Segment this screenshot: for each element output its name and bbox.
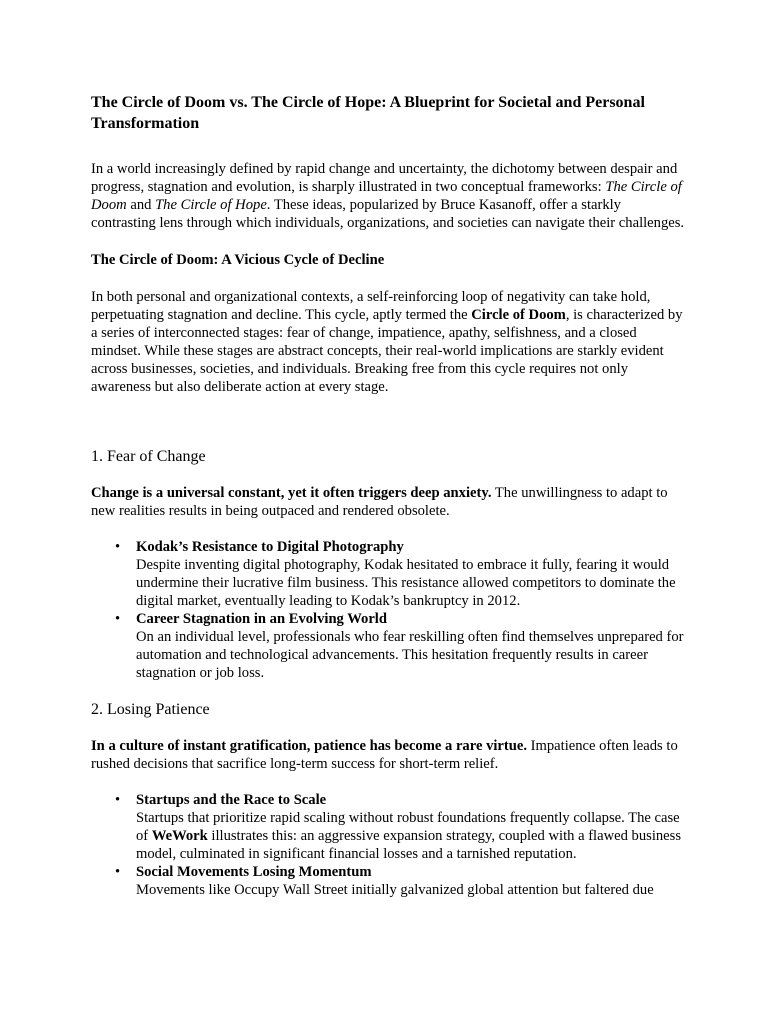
intro-text-and: and xyxy=(126,197,156,213)
list-item-title: Startups and the Race to Scale xyxy=(136,792,327,808)
list-item-body-bold: WeWork xyxy=(151,828,208,844)
lead-bold: In a culture of instant gratification, patience has become a rare virtue. xyxy=(91,738,527,754)
intro-emphasis-hope: The Circle of Hope xyxy=(155,197,267,213)
intro-text: In a world increasingly defined by rapid change and uncertainty, the dichotomy between despair and progress, stagnation and evolution, is sharply illustrated in two conceptual frameworks: xyxy=(91,161,678,195)
bullet-icon: • xyxy=(115,792,121,808)
list-item-body: On an individual level, professionals who fear reskilling often find themselves unprepared for automation and technological advancements. This hesitation frequently results in career stagnation or job loss. xyxy=(136,629,684,681)
list-item xyxy=(115,610,685,682)
lead-bold: Change is a universal constant, yet it often triggers deep anxiety. xyxy=(91,485,492,501)
doom-bold-term: Circle of Doom xyxy=(471,307,566,323)
list-item xyxy=(115,538,685,610)
bullet-list-losing-patience xyxy=(91,791,685,899)
list-item-body: Movements like Occupy Wall Street initially galvanized global attention but faltered due xyxy=(136,882,654,898)
list-item-title: Social Movements Losing Momentum xyxy=(136,864,372,880)
list-item xyxy=(115,791,685,863)
section-lead-fear-of-change xyxy=(91,484,685,520)
intro-text-end: . These ideas, popularized by Bruce Kasanoff, offer a starkly contrasting lens through which individuals, organizations, and societies can navigate their challenges. xyxy=(91,197,685,231)
doom-paragraph xyxy=(91,288,685,396)
section-heading-losing-patience: 2. Losing Patience xyxy=(91,701,210,718)
doom-text-end: , is characterized by a series of interconnected stages: fear of change, impatience, apathy, selfishness, and a closed mindset. While these stages are abstract concepts, their real-world implications are starkly evident across businesses, societies, and individuals. Breaking free from this cycle requires not only awareness but also deliberate action at every stage. xyxy=(91,307,683,395)
list-item-body-text-end: illustrates this: an aggressive expansion strategy, coupled with a flawed business model, culminated in significant financial losses and a tarnished reputation. xyxy=(136,828,682,862)
list-item-body xyxy=(136,809,685,863)
list-item xyxy=(115,863,685,899)
intro-paragraph xyxy=(91,160,685,232)
bullet-icon: • xyxy=(115,864,121,880)
intro-emphasis-doom: The Circle of Doom xyxy=(91,179,682,213)
section-lead-losing-patience xyxy=(91,737,685,773)
document-page xyxy=(91,92,685,899)
list-item-title: Kodak’s Resistance to Digital Photography xyxy=(136,539,404,555)
list-item-body-text: Startups that prioritize rapid scaling without robust foundations frequently collapse. The case of xyxy=(136,810,680,844)
list-item-title: Career Stagnation in an Evolving World xyxy=(136,611,387,627)
list-item-body: Despite inventing digital photography, Kodak hesitated to embrace it fully, fearing it would undermine their lucrative film business. This resistance allowed competitors to dominate the digital market, eventually leading to Kodak’s bankruptcy in 2012. xyxy=(136,557,676,609)
bullet-list-fear-of-change xyxy=(91,538,685,682)
doom-text: In both personal and organizational contexts, a self-reinforcing loop of negativity can take hold, perpetuating stagnation and decline. This cycle, aptly termed the xyxy=(91,289,651,323)
section-heading-fear-of-change: 1. Fear of Change xyxy=(91,448,206,465)
document-title: The Circle of Doom vs. The Circle of Hope: A Blueprint for Societal and Personal Transformation xyxy=(91,94,645,132)
bullet-icon: • xyxy=(115,539,121,555)
bullet-icon: • xyxy=(115,611,121,627)
doom-subheading: The Circle of Doom: A Vicious Cycle of Decline xyxy=(91,252,385,268)
lead-text: Impatience often leads to rushed decisions that sacrifice long-term success for short-term relief. xyxy=(91,738,678,772)
lead-text: The unwillingness to adapt to new realities results in being outpaced and rendered obsolete. xyxy=(91,485,668,519)
